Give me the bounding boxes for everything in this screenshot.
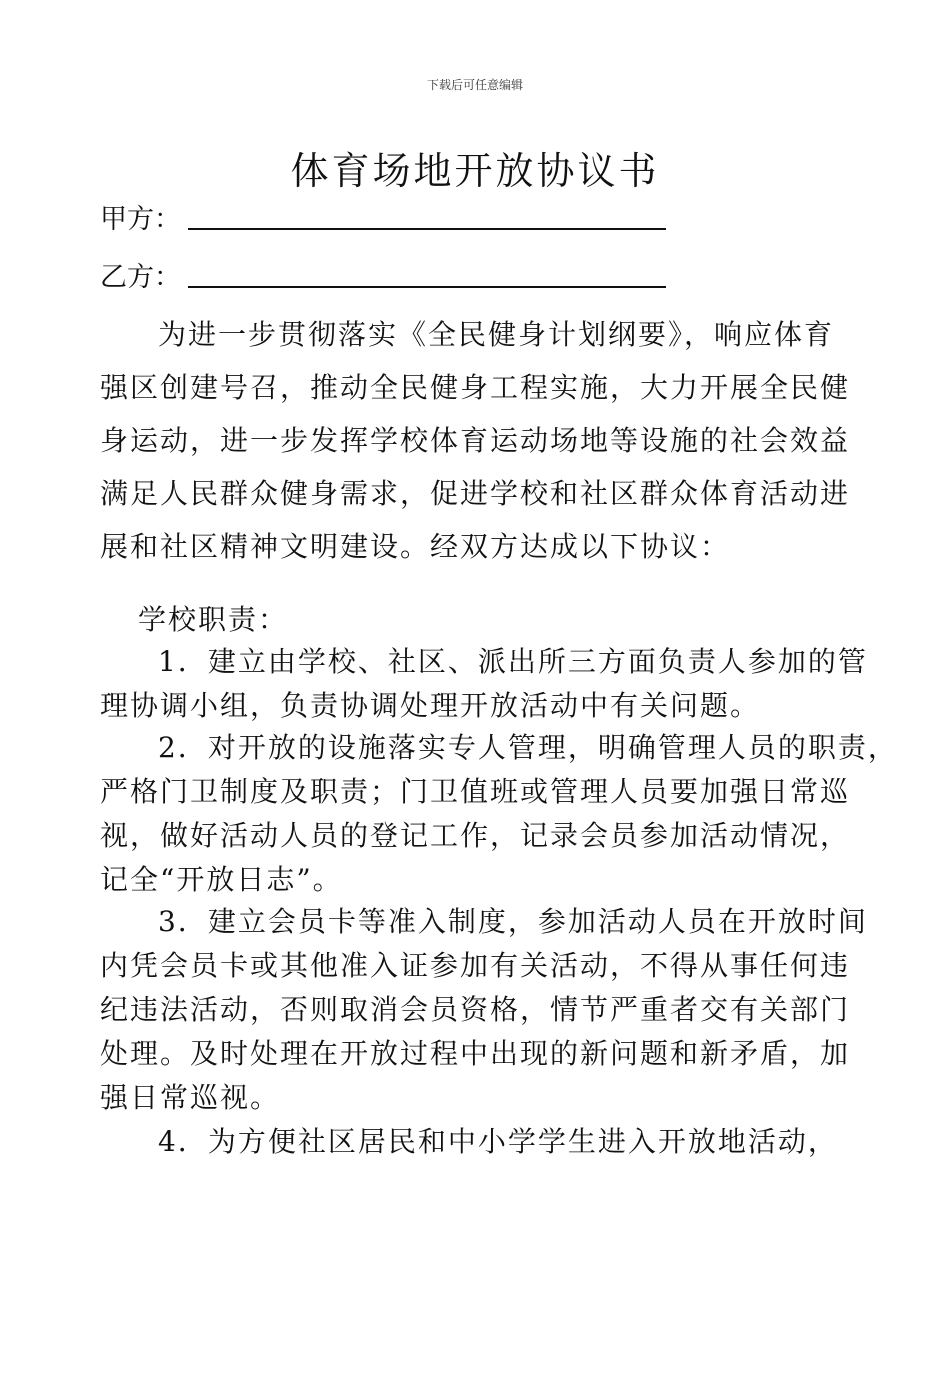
clause-line: 3．建立会员卡等准入制度，参加活动人员在开放时间 (158, 905, 868, 938)
intro-line: 展和社区精神文明建设。经双方达成以下协议： (100, 530, 731, 563)
clause-line: 纪违法活动，否则取消会员资格，情节严重者交有关部门 (100, 993, 851, 1026)
intro-line: 满足人民群众健身需求，促进学校和社区群众体育活动进 (100, 477, 851, 510)
clause-line: 2．对开放的设施落实专人管理，明确管理人员的职责， (158, 731, 898, 764)
party-b-label: 乙方： (100, 262, 181, 293)
party-b-row (100, 258, 181, 298)
clause-line: 处理。及时处理在开放过程中出现的新问题和新矛盾，加 (100, 1037, 851, 1070)
section-heading-block (100, 598, 860, 642)
intro-line: 身运动，进一步发挥学校体育运动场地等设施的社会效益 (100, 424, 851, 457)
party-a-label: 甲方： (100, 204, 181, 235)
clause-3 (100, 900, 868, 1120)
clause-4 (100, 1120, 860, 1164)
party-a-row (100, 200, 181, 240)
intro-paragraph (100, 308, 860, 573)
section-heading: 学校职责： (138, 603, 289, 636)
clause-line: 内凭会员卡或其他准入证参加有关活动，不得从事任何违 (100, 949, 851, 982)
clause-line: 理协调小组，负责协调处理开放活动中有关问题。 (100, 689, 761, 722)
clause-line: 强日常巡视。 (100, 1081, 281, 1114)
party-b-blank-line (188, 286, 666, 288)
clause-line: 1．建立由学校、社区、派出所三方面负责人参加的管 (158, 645, 868, 678)
clause-2 (100, 726, 898, 902)
clause-line: 严格门卫制度及职责；门卫值班或管理人员要加强日常巡 (100, 775, 851, 808)
clause-line: 视，做好活动人员的登记工作，记录会员参加活动情况， (100, 819, 851, 852)
clause-line: 4．为方便社区居民和中小学学生进入开放地活动， (158, 1125, 838, 1158)
party-a-blank-line (188, 228, 666, 230)
intro-line: 强区创建号召，推动全民健身工程实施，大力开展全民健 (100, 371, 851, 404)
header-note: 下载后可任意编辑 (426, 78, 523, 92)
clause-1 (100, 640, 868, 728)
document-title: 体育场地开放协议书 (290, 149, 660, 193)
clause-line: 记全“开放日志”。 (100, 863, 343, 896)
intro-line: 为进一步贯彻落实《全民健身计划纲要》，响应体育 (158, 318, 835, 351)
